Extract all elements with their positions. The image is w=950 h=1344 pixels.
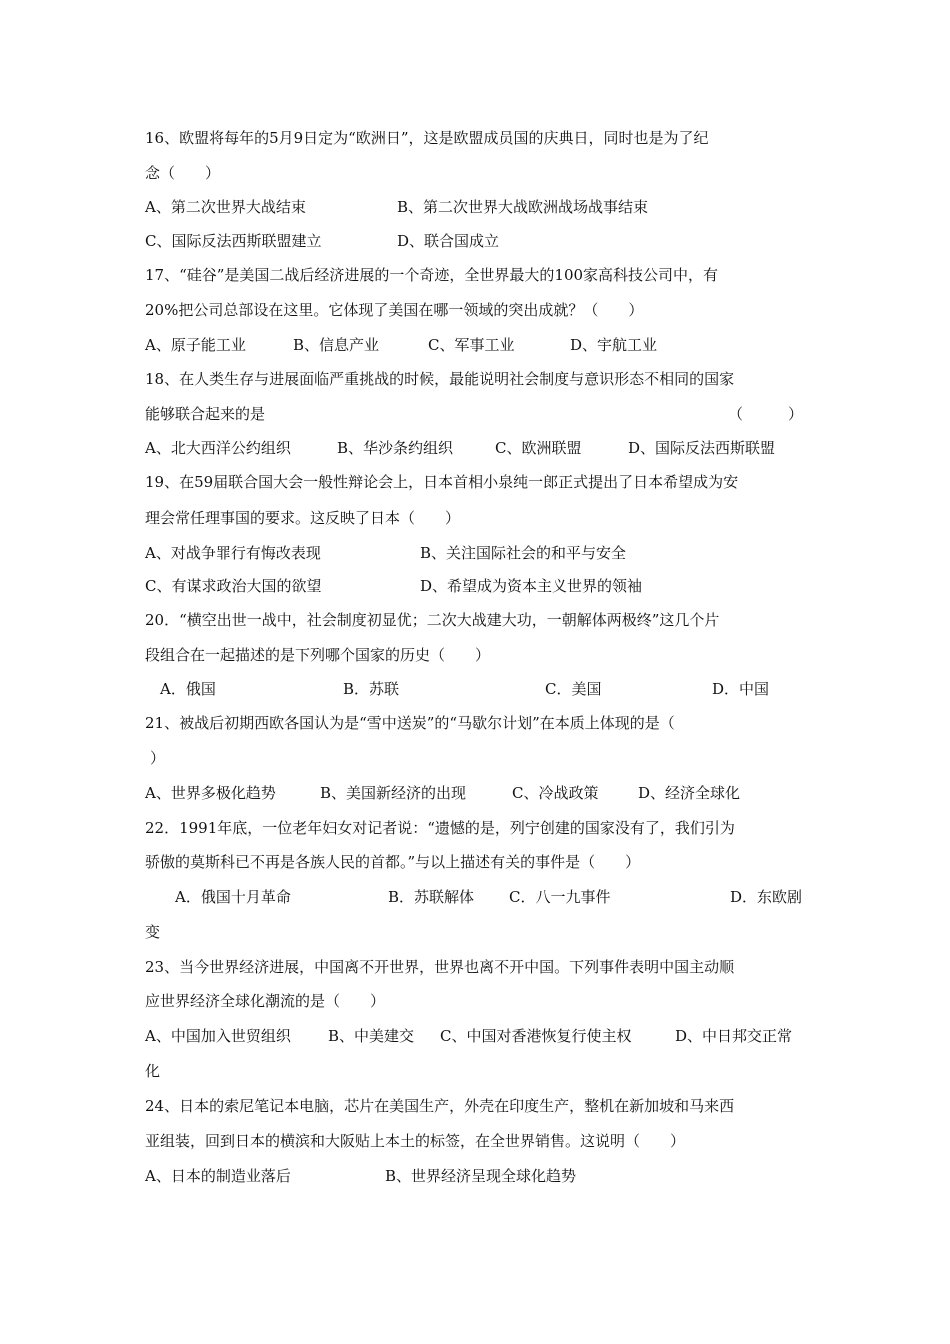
question-24-option-b: B、世界经济呈现全球化趋势 [385, 1167, 577, 1185]
question-22-stem-line-2: 骄傲的莫斯科已不再是各族人民的首都。”与以上描述有关的事件是（ ） [145, 853, 641, 871]
question-21-option-a: A、世界多极化趋势 [145, 784, 276, 802]
question-20-stem-line-2: 段组合在一起描述的是下列哪个国家的历史（ ） [145, 646, 491, 664]
question-18-stem-line-2 [145, 404, 810, 424]
question-23-stem-line-1: 23、当今世界经济进展，中国离不开世界，世界也离不开中国。下列事件表明中国主动顺 [145, 958, 735, 976]
question-23-option-b: B、中美建交 [328, 1027, 415, 1045]
question-16-option-c: C、国际反法西斯联盟建立 [145, 232, 322, 250]
question-21-option-c: C、冷战政策 [512, 784, 599, 802]
question-16-stem-line-1: 16、欧盟将每年的5月9日定为“欧洲日”，这是欧盟成员国的庆典日，同时也是为了纪 [145, 129, 709, 147]
question-23-options-row-2: 化 [145, 1062, 161, 1080]
question-17-stem-line-1: 17、“硅谷”是美国二战后经济进展的一个奇迹，全世界最大的100家高科技公司中，有 [145, 266, 719, 284]
question-20-stem-line-1: 20．“横空出世一战中，社会制度初显优；二次大战建大功，一朝解体两极终”这几个片 [145, 611, 720, 629]
question-22-option-b: B．苏联解体 [388, 888, 475, 906]
question-18-option-a: A、北大西洋公约组织 [145, 439, 291, 457]
question-17-option-b: B、信息产业 [293, 336, 380, 354]
question-24-stem-line-2: 亚组装，回到日本的横滨和大阪贴上本土的标签，在全世界销售。这说明（ ） [145, 1132, 686, 1150]
question-23-option-d: D、中日邦交正常 [675, 1027, 793, 1045]
question-22-option-d: D．东欧剧 [730, 888, 803, 906]
question-18-option-c: C、欧洲联盟 [495, 439, 582, 457]
question-21-stem-line-2: ） [150, 749, 166, 767]
question-17-option-a: A、原子能工业 [145, 336, 246, 354]
question-21-option-d: D、经济全球化 [638, 784, 741, 802]
question-20-option-b: B．苏联 [343, 680, 400, 698]
question-22-options-row-2: 变 [145, 923, 161, 941]
question-22-option-a: A．俄国十月革命 [175, 888, 291, 906]
question-23-stem-line-2: 应世界经济全球化潮流的是（ ） [145, 992, 386, 1010]
question-18-option-b: B、华沙条约组织 [337, 439, 454, 457]
question-17-option-d: D、宇航工业 [570, 336, 658, 354]
question-22-option-c: C．八一九事件 [509, 888, 611, 906]
question-21-stem-line-1: 21、被战后初期西欧各国认为是“雪中送炭”的“马歇尔计划”在本质上体现的是（ [145, 714, 675, 732]
question-19-stem-line-1: 19、在59届联合国大会一般性辩论会上，日本首相小泉纯一郎正式提出了日本希望成为安 [145, 473, 739, 491]
question-20-option-a: A．俄国 [160, 680, 216, 698]
question-20-option-c: C．美国 [545, 680, 602, 698]
question-24-stem-line-1: 24、日本的索尼笔记本电脑，芯片在美国生产，外壳在印度生产，整机在新加坡和马来西 [145, 1097, 735, 1115]
question-18-stem-line-1: 18、在人类生存与进展面临严重挑战的时候，最能说明社会制度与意识形态不相同的国家 [145, 370, 735, 388]
question-19-option-c: C、有谋求政治大国的欲望 [145, 577, 322, 595]
question-18-option-d: D、国际反法西斯联盟 [628, 439, 776, 457]
question-17-stem-line-2: 20%把公司总部设在这里。它体现了美国在哪一领域的突出成就？（ ） [145, 301, 644, 319]
question-16-option-d: D、联合国成立 [397, 232, 500, 250]
question-19-option-b: B、关注国际社会的和平与安全 [420, 544, 627, 562]
question-18-answer-paren: （ ） [728, 405, 804, 423]
question-23-option-c: C、中国对香港恢复行使主权 [440, 1027, 632, 1045]
question-24-option-a: A、日本的制造业落后 [145, 1167, 291, 1185]
question-22-stem-line-1: 22．1991年底，一位老年妇女对记者说：“遗憾的是，列宁创建的国家没有了，我们引为 [145, 819, 735, 837]
question-23-option-a: A、中国加入世贸组织 [145, 1027, 291, 1045]
question-16-option-a: A、第二次世界大战结束 [145, 198, 306, 216]
question-16-option-b: B、第二次世界大战欧洲战场战事结束 [397, 198, 649, 216]
question-19-option-d: D、希望成为资本主义世界的领袖 [420, 577, 643, 595]
question-18-stem-text: 能够联合起来的是 [145, 405, 266, 423]
question-19-option-a: A、对战争罪行有悔改表现 [145, 544, 321, 562]
question-16-stem-line-2: 念（ ） [145, 164, 221, 182]
question-21-option-b: B、美国新经济的出现 [320, 784, 467, 802]
question-17-option-c: C、军事工业 [428, 336, 515, 354]
question-19-stem-line-2: 理会常任理事国的要求。这反映了日本（ ） [145, 509, 461, 527]
question-20-option-d: D．中国 [712, 680, 770, 698]
